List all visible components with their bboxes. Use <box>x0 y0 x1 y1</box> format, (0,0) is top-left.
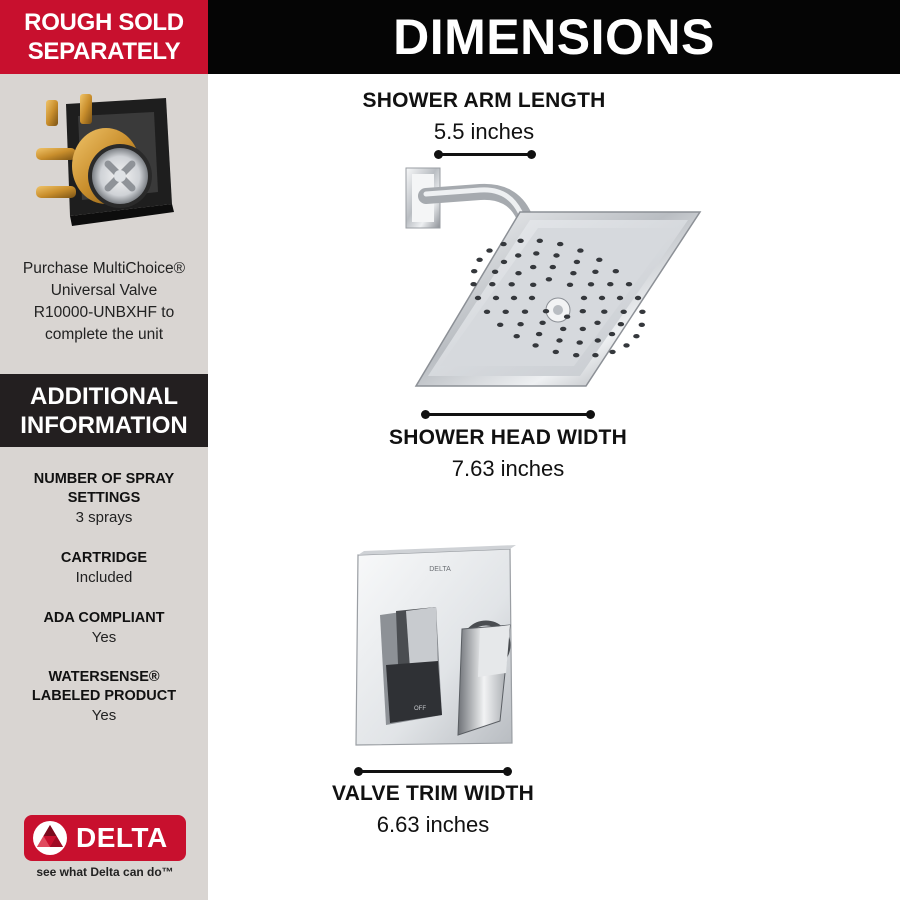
spray-nozzle <box>515 253 521 257</box>
additional-banner-line2: INFORMATION <box>20 411 188 439</box>
spec-cartridge <box>0 549 208 587</box>
purchase-line-2: Universal Valve <box>50 282 158 299</box>
spray-nozzle <box>609 332 615 336</box>
spray-nozzle <box>470 282 476 286</box>
spray-nozzle <box>599 296 605 300</box>
spray-nozzle <box>553 350 559 354</box>
spray-nozzle <box>492 270 498 274</box>
dimensions-header <box>208 0 900 74</box>
delta-tagline: see what Delta can do™ <box>36 865 174 879</box>
delta-wordmark: DELTA <box>76 822 168 853</box>
spray-nozzle <box>626 282 632 286</box>
valve-dial-text: OFF <box>414 706 426 712</box>
spec-value: 3 sprays <box>75 509 133 526</box>
shower-head-width-label: SHOWER HEAD WIDTH <box>389 426 627 449</box>
spray-nozzle <box>509 282 515 286</box>
delta-triangle-icon <box>30 818 70 858</box>
spray-nozzle <box>580 309 586 313</box>
spec-label: SETTINGS <box>67 490 141 506</box>
spray-nozzle <box>577 340 583 344</box>
rough-valve-photo <box>28 94 178 244</box>
spray-nozzle <box>517 322 523 326</box>
valve-trim-illustration <box>350 545 530 755</box>
spray-nozzle <box>550 265 556 269</box>
spray-nozzle <box>595 338 601 342</box>
spray-nozzle <box>543 309 549 313</box>
purchase-line-1: Purchase MultiChoice® <box>22 260 186 277</box>
rough-banner-line1: ROUGH SOLD <box>24 9 184 36</box>
spray-nozzle <box>557 242 563 246</box>
spec-label: CARTRIDGE <box>60 550 148 566</box>
additional-banner-line1: ADDITIONAL <box>30 382 178 410</box>
spray-nozzle <box>560 327 566 331</box>
spray-nozzle <box>556 338 562 342</box>
spray-nozzle <box>639 323 645 327</box>
shower-arm-length-label: SHOWER ARM LENGTH <box>362 89 606 112</box>
spec-value: Included <box>75 569 133 586</box>
spray-nozzle <box>529 296 535 300</box>
spray-nozzle <box>530 283 536 287</box>
spray-nozzle <box>635 296 641 300</box>
valve-trim-dimension-line <box>358 770 508 773</box>
spray-nozzle <box>515 271 521 275</box>
spray-nozzle <box>537 239 543 243</box>
spray-nozzle <box>503 310 509 314</box>
purchase-valve-note <box>0 258 208 346</box>
spray-nozzle <box>475 296 481 300</box>
spray-nozzle <box>501 260 507 264</box>
spec-label: ADA COMPLIANT <box>43 610 165 626</box>
spray-nozzle <box>533 251 539 255</box>
spray-nozzle <box>546 277 552 281</box>
spray-nozzle <box>517 239 523 243</box>
spray-nozzle <box>577 248 583 252</box>
additional-information-banner <box>0 374 208 447</box>
delta-logo <box>24 815 186 861</box>
spray-nozzle <box>607 282 613 286</box>
spray-nozzle <box>617 296 623 300</box>
spray-nozzle <box>539 321 545 325</box>
spray-nozzle <box>486 248 492 252</box>
shower-arm-dimension-line <box>438 153 532 156</box>
spray-nozzle <box>601 310 607 314</box>
spray-nozzle <box>633 334 639 338</box>
spec-spray-settings <box>0 470 208 527</box>
valve-trim-width-label: VALVE TRIM WIDTH <box>332 782 534 805</box>
spray-nozzle <box>484 310 490 314</box>
valve-trim-width-value: 6.63 inches <box>376 812 490 837</box>
spec-value: Yes <box>91 629 117 646</box>
spray-nozzle <box>594 321 600 325</box>
spray-nozzle <box>639 310 645 314</box>
spray-nozzle <box>588 282 594 286</box>
spec-label: WATERSENSE® <box>48 669 160 685</box>
spray-nozzle <box>580 327 586 331</box>
shower-head-width-value: 7.63 inches <box>451 456 565 481</box>
spray-nozzle <box>530 265 536 269</box>
spray-nozzle <box>613 269 619 273</box>
spray-nozzle <box>621 310 627 314</box>
sidebar <box>0 0 208 900</box>
shower-arm-length-value: 5.5 inches <box>433 119 535 144</box>
spray-nozzle <box>532 343 538 347</box>
purchase-line-4: complete the unit <box>44 326 164 343</box>
purchase-line-3: R10000-UNBXHF to <box>33 304 175 321</box>
spray-nozzle <box>570 271 576 275</box>
spray-nozzle <box>574 260 580 264</box>
spray-nozzle <box>564 315 570 319</box>
spray-nozzle <box>476 258 482 262</box>
spray-nozzle <box>553 253 559 257</box>
spray-nozzle <box>511 296 517 300</box>
spray-nozzle <box>522 310 528 314</box>
spec-ada-compliant <box>0 609 208 647</box>
rough-sold-separately-banner <box>0 0 208 74</box>
rough-banner-line2: SEPARATELY <box>27 38 181 65</box>
shower-head-illustration <box>400 160 710 400</box>
shower-head-dimension-line <box>425 413 591 416</box>
spray-nozzle <box>493 296 499 300</box>
spray-nozzle <box>497 323 503 327</box>
spray-nozzle <box>536 332 542 336</box>
valve-brand-mark: DELTA <box>429 566 451 573</box>
spray-nozzle <box>471 269 477 273</box>
spec-label: LABELED PRODUCT <box>31 688 177 704</box>
spray-nozzle <box>623 343 629 347</box>
spec-watersense <box>0 668 208 725</box>
spray-nozzle <box>592 353 598 357</box>
spray-nozzle <box>567 283 573 287</box>
spray-nozzle <box>609 350 615 354</box>
spray-nozzle <box>500 242 506 246</box>
spec-value: Yes <box>91 707 117 724</box>
spray-nozzle <box>573 353 579 357</box>
page-title: DIMENSIONS <box>393 9 715 65</box>
spray-nozzle <box>581 296 587 300</box>
spray-nozzle <box>514 334 520 338</box>
spray-nozzle <box>592 270 598 274</box>
spray-nozzle <box>618 322 624 326</box>
spray-nozzle <box>596 258 602 262</box>
spec-label: NUMBER OF SPRAY <box>33 471 175 487</box>
spray-nozzle <box>489 282 495 286</box>
